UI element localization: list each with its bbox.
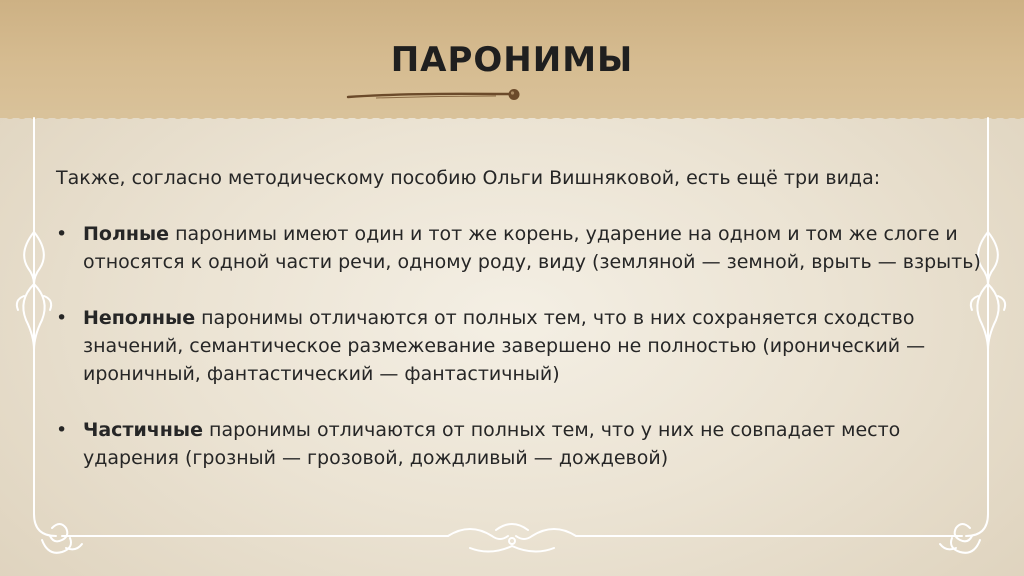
list-item-full bbox=[56, 220, 986, 276]
bullet-dot-icon: • bbox=[56, 223, 68, 245]
bullet-text: паронимы отличаются от полных тем, что у них не совпадает место ударения (грозный — грозовой, дождливый — дождевой) bbox=[83, 419, 901, 469]
bullet-text: паронимы отличаются от полных тем, что в них сохраняется сходство значений, семантическое размежевание завершено не полностью (иронический — ироничный, фантастический — фантастичный) bbox=[83, 307, 926, 385]
bullet-text: паронимы имеют один и тот же корень, ударение на одном и том же слоге и относятся к одной части речи, одному роду, виду (земляной — земной, врыть — взрыть) bbox=[83, 223, 981, 273]
list-item-partial bbox=[56, 304, 986, 388]
list-item-particular bbox=[56, 416, 986, 472]
bullet-term: Неполные bbox=[83, 307, 196, 329]
paronym-types-list bbox=[56, 220, 986, 472]
bullet-term: Полные bbox=[83, 223, 170, 245]
slide-title: ПАРОНИМЫ bbox=[390, 40, 634, 80]
intro-paragraph: Также, согласно методическому пособию Ольги Вишняковой, есть ещё три вида: bbox=[56, 167, 881, 189]
bullet-term: Частичные bbox=[83, 419, 204, 441]
header-scalloped-edge bbox=[0, 110, 1024, 126]
bullet-dot-icon: • bbox=[56, 307, 68, 329]
pen-ornament-icon bbox=[346, 86, 526, 106]
slide-body bbox=[56, 164, 986, 500]
bullet-dot-icon: • bbox=[56, 419, 68, 441]
